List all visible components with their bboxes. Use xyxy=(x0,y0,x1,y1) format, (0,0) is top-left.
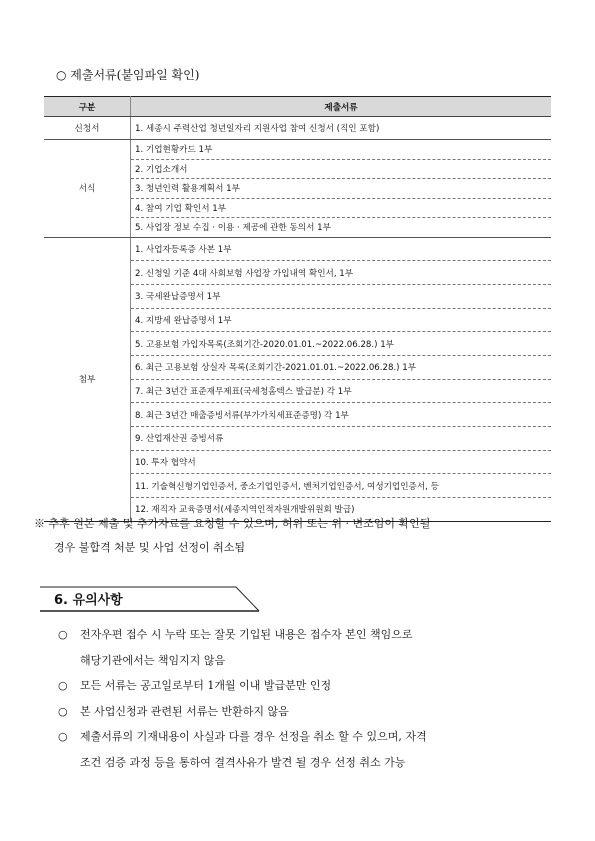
category-cell: 첨부 xyxy=(44,237,131,521)
documents-table xyxy=(44,96,551,522)
document-item: 3. 국세완납증명서 1부 xyxy=(131,284,552,308)
document-item: 7. 최근 3년간 표준재무제표(국세청홈텍스 발급분) 각 1부 xyxy=(131,379,552,403)
list-item-continuation: 해당기관에서는 책임지지 않음 xyxy=(80,653,226,667)
list-item-text: 본 사업신청과 관련된 서류는 반환하지 않음 xyxy=(80,704,289,718)
table-header-row xyxy=(44,97,551,117)
bullet-marker: ○ xyxy=(58,679,68,692)
document-item: 6. 최근 고용보험 상실자 목록(조회기간-2021.01.01.~2022.06.28.) 1부 xyxy=(131,355,552,379)
document-item: 1. 기업현황카드 1부 xyxy=(131,140,552,160)
list-item-text: 전자우편 접수 시 누락 또는 잘못 기입된 내용은 접수자 본인 책임으로 xyxy=(80,628,413,641)
document-item: 10. 투자 협약서 xyxy=(131,450,552,474)
document-item: 8. 최근 3년간 매출증빙서류(부가가치세표준증명) 각 1부 xyxy=(131,403,552,427)
document-item: 12. 재직자 교육증명서(세종지역인적자원개발위원회 발급) xyxy=(131,498,552,522)
header-category: 구분 xyxy=(44,97,131,117)
caution-heading xyxy=(40,586,260,612)
document-item: 2. 기업소개서 xyxy=(131,159,552,179)
category-cell: 서식 xyxy=(44,140,131,238)
table-row xyxy=(44,237,551,261)
category-cell: 신청서 xyxy=(44,117,131,140)
list-item xyxy=(58,673,554,699)
table-row xyxy=(44,117,551,140)
list-item-continuation: 조건 검증 과정 등을 통하여 결격사유가 발견 될 경우 선정 취소 가능 xyxy=(80,755,406,769)
table-row xyxy=(44,140,551,160)
document-item: 2. 신청일 기준 4대 사회보험 사업장 가입내역 확인서, 1부 xyxy=(131,261,552,285)
document-item: 4. 참여 기업 확인서 1부 xyxy=(131,198,552,218)
bullet-marker: ○ xyxy=(58,628,68,641)
notice-line: 경우 불합격 처분 및 사업 선정이 취소됨 xyxy=(54,541,245,554)
caution-heading-text: 6. 유의사항 xyxy=(54,593,123,608)
list-item xyxy=(58,724,554,750)
list-item-text: 제출서류의 기재내용이 사실과 다를 경우 선정을 취소 할 수 있으며, 자격 xyxy=(80,730,427,743)
caution-list xyxy=(58,622,554,775)
notice-line: ※ 추후 원본 제출 및 추가자료를 요청할 수 있으며, 허위 또는 위 · 변조임이 확인될 xyxy=(34,517,431,530)
list-item xyxy=(58,622,554,648)
document-item: 1. 사업자등록증 사본 1부 xyxy=(131,237,552,261)
document-item: 9. 산업재산권 증빙서류 xyxy=(131,427,552,451)
bullet-marker: ○ xyxy=(58,704,68,718)
bullet-marker: ○ xyxy=(58,730,68,743)
document-item: 1. 세종시 주력산업 청년일자리 지원사업 참여 신청서 (직인 포함) xyxy=(131,117,552,140)
document-item: 5. 고용보험 가입자목록(조회기간-2020.01.01.~2022.06.28.) 1부 xyxy=(131,332,552,356)
document-item: 5. 사업장 정보 수집 · 이용 · 제공에 관한 동의서 1부 xyxy=(131,218,552,238)
list-item xyxy=(58,699,554,725)
section-title: ○ 제출서류(붙임파일 확인) xyxy=(56,68,200,82)
list-item-text: 모든 서류는 공고일로부터 1개월 이내 발급분만 인정 xyxy=(80,679,332,692)
header-documents: 제출서류 xyxy=(131,97,552,117)
document-item: 4. 지방세 완납증명서 1부 xyxy=(131,308,552,332)
document-item: 3. 청년인력 활용계획서 1부 xyxy=(131,179,552,199)
document-item: 11. 기술혁신형기업인증서, 중소기업인증서, 벤처기업인증서, 여성기업인증서, 등 xyxy=(131,474,552,498)
notice-paragraph xyxy=(34,512,554,560)
